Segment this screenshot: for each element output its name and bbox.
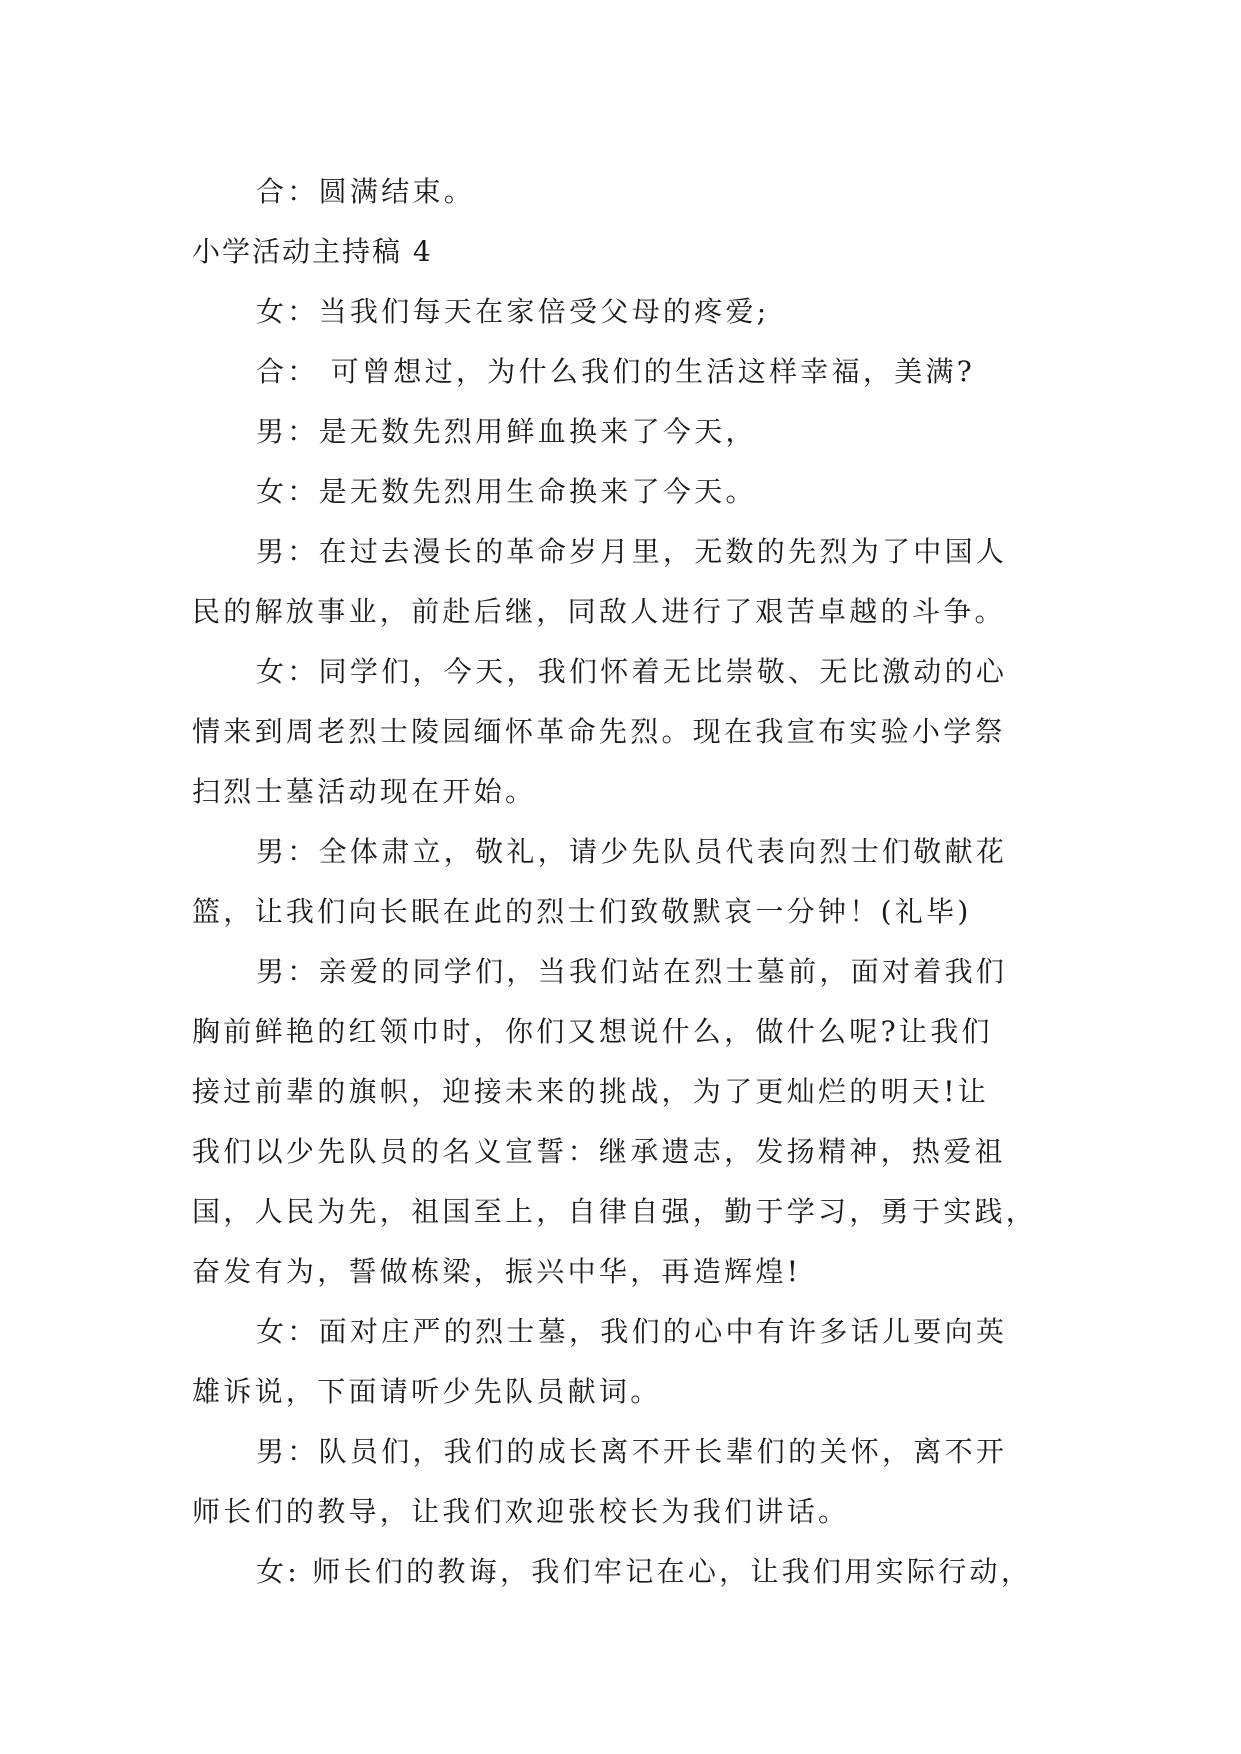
section-heading: 小学活动主持稿 4 [192,235,433,268]
document-body [192,162,1052,1602]
script-line-continued: 师长们的教导，让我们欢迎张校长为我们讲话。 [192,1495,850,1528]
script-line-continued: 接过前辈的旗帜，迎接未来的挑战，为了更灿烂的明天!让 [192,1075,990,1108]
script-line-continued: 情来到周老烈士陵园缅怀革命先烈。现在我宣布实验小学祭 [192,715,1006,748]
script-line: 合： 可曾想过，为什么我们的生活这样幸福，美满? [256,355,976,388]
script-line: 女：同学们，今天，我们怀着无比崇敬、无比激动的心 [256,655,1008,688]
script-line: 女：面对庄严的烈士墓，我们的心中有许多话儿要向英 [256,1315,1008,1348]
script-line-continued: 我们以少先队员的名义宣誓：继承遗志，发扬精神，热爱祖 [192,1135,1006,1168]
script-line: 男：全体肃立，敬礼，请少先队员代表向烈士们敬献花 [256,835,1008,868]
script-line: 女：是无数先烈用生命换来了今天。 [256,475,757,508]
script-line: 男：亲爱的同学们，当我们站在烈士墓前，面对着我们 [256,955,1008,988]
script-line: 男：是无数先烈用鲜血换来了今天， [256,415,757,448]
script-line: 男：队员们，我们的成长离不开长辈们的关怀，离不开 [256,1435,1008,1468]
script-line: 男：在过去漫长的革命岁月里，无数的先烈为了中国人 [256,535,1008,568]
script-line-continued: 雄诉说，下面请听少先队员献词。 [192,1375,662,1408]
closing-line: 合：圆满结束。 [256,175,476,208]
script-line: 女：当我们每天在家倍受父母的疼爱; [256,295,770,328]
script-line-continued: 篮，让我们向长眠在此的烈士们致敬默哀一分钟！(礼毕) [192,895,972,928]
script-line-continued: 扫烈士墓活动现在开始。 [192,775,537,808]
script-line-continued: 胸前鲜艳的红领巾时，你们又想说什么，做什么呢?让我们 [192,1015,993,1048]
script-line-continued: 奋发有为，誓做栋梁，振兴中华，再造辉煌! [192,1255,802,1288]
script-line-continued: 国，人民为先，祖国至上，自律自强，勤于学习，勇于实践， [192,1195,1038,1228]
script-line: 女: 师长们的教诲，我们牢记在心，让我们用实际行动， [256,1555,1033,1588]
script-line-continued: 民的解放事业，前赴后继，同敌人进行了艰苦卓越的斗争。 [192,595,1006,628]
